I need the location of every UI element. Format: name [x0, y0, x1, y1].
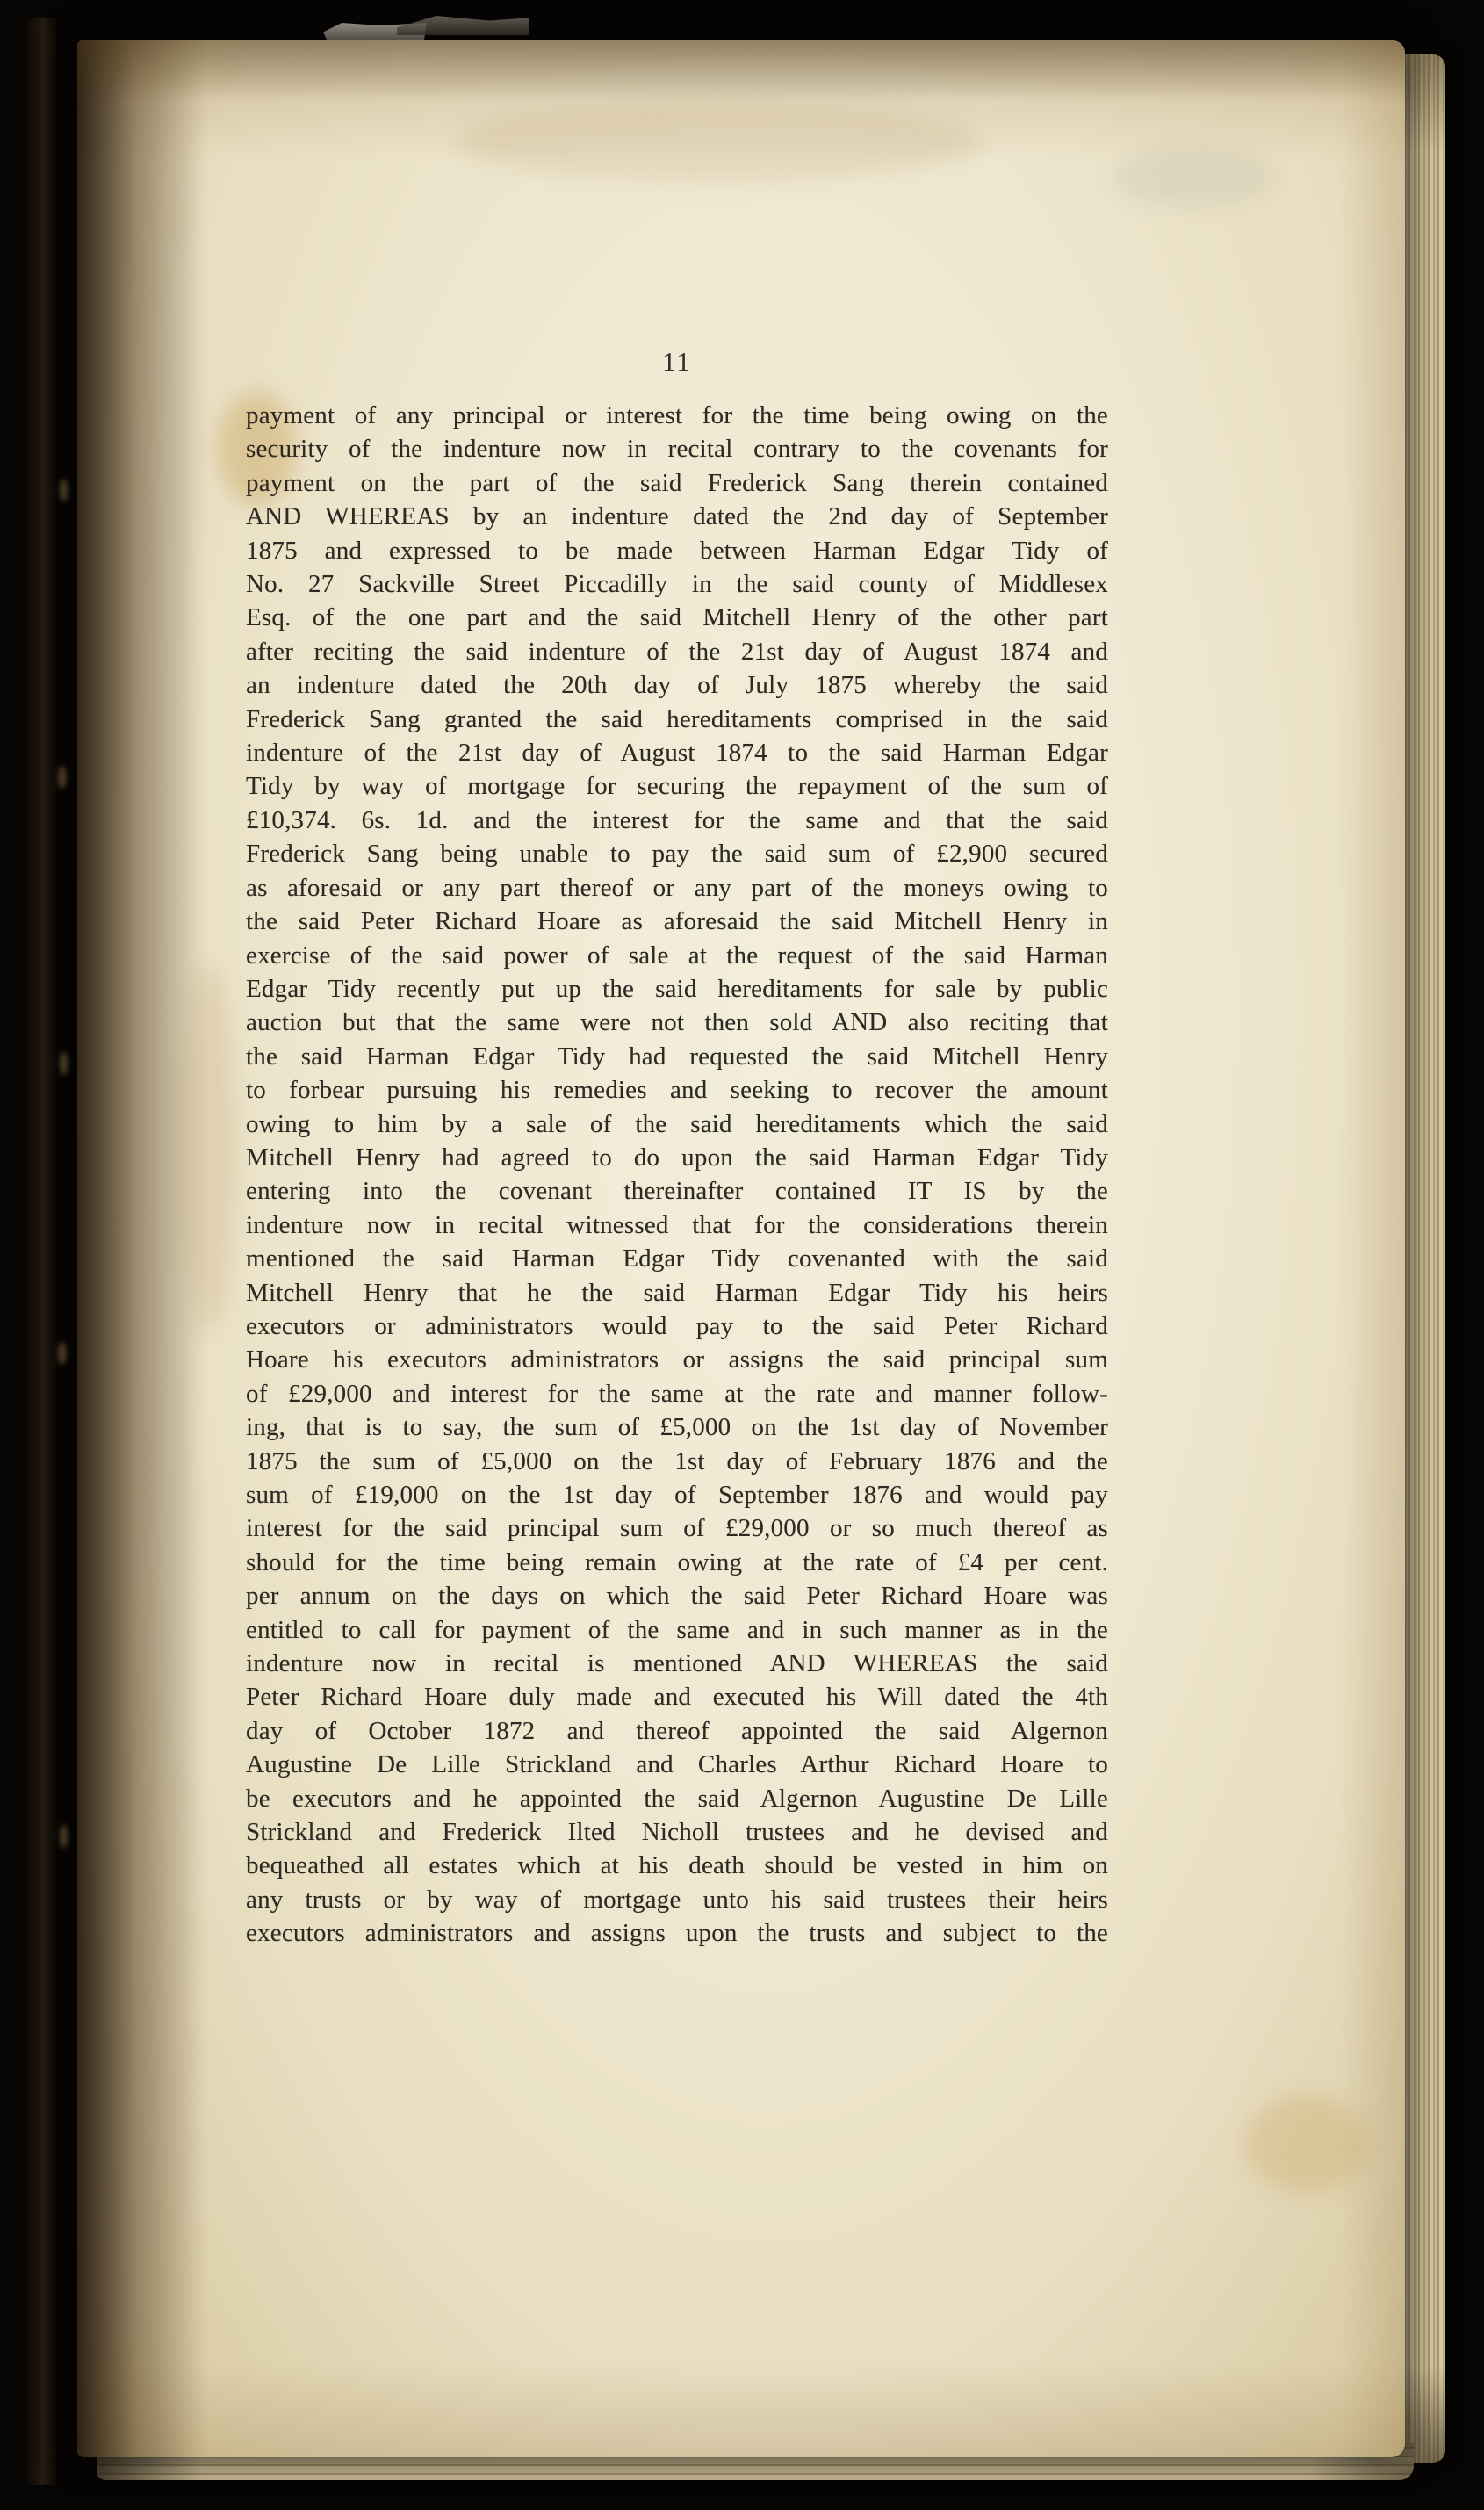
binding-stitch-mark — [58, 1342, 67, 1365]
text-line: indenture of the 21st day of August 1874 to the said Harman Edgar — [246, 739, 1108, 768]
paper-stain — [183, 963, 235, 1331]
text-line: interest for the said principal sum of £29,000 or so much thereof as — [246, 1514, 1108, 1543]
text-line: be executors and he appointed the said Algernon Augustine De Lille — [246, 1784, 1108, 1813]
book-page — [77, 40, 1405, 2457]
top-edge-shadow — [77, 40, 1405, 102]
torn-paper-scrap-small — [397, 16, 529, 35]
gutter-shadow — [77, 40, 209, 2457]
text-line: exercise of the said power of sale at the request of the said Harman — [246, 941, 1108, 970]
text-line: executors administrators and assigns upon the trusts and subject to the — [246, 1919, 1108, 1948]
text-line: executors or administrators would pay to the said Peter Richard — [246, 1311, 1108, 1340]
text-line: to forbear pursuing his remedies and seeking to recover the amount — [246, 1076, 1108, 1105]
text-line: Frederick Sang granted the said hereditaments comprised in the said — [246, 704, 1108, 733]
text-line: Esq. of the one part and the said Mitchell Henry of the other part — [246, 603, 1108, 632]
binding-stitch-mark — [60, 1825, 68, 1848]
book-cover-edge — [26, 18, 56, 2485]
page-number: 11 — [662, 346, 692, 377]
paper-stain — [1113, 146, 1271, 207]
text-line: payment on the part of the said Frederick Sang therein contained — [246, 468, 1108, 497]
text-line: after reciting the said indenture of the 21st day of August 1874 and — [246, 637, 1108, 666]
text-line: 1875 the sum of £5,000 on the 1st day of February 1876 and the — [246, 1446, 1108, 1475]
binding-stitch-mark — [58, 766, 67, 789]
binding-stitch-mark — [60, 479, 68, 501]
text-line: 1875 and expressed to be made between Harman Edgar Tidy of — [246, 536, 1108, 565]
text-line: as aforesaid or any part thereof or any part of the moneys owing to — [246, 873, 1108, 902]
text-line: indenture now in recital is mentioned AND WHEREAS the said — [246, 1649, 1108, 1678]
text-line: sum of £19,000 on the 1st day of September 1876 and would pay — [246, 1481, 1108, 1509]
text-line: Peter Richard Hoare duly made and executed his Will dated the 4th — [246, 1683, 1108, 1712]
text-line: AND WHEREAS by an indenture dated the 2nd day of September — [246, 502, 1108, 531]
text-line: any trusts or by way of mortgage unto his said trustees their heirs — [246, 1885, 1108, 1914]
paper-stain — [455, 102, 982, 181]
text-line: Hoare his executors administrators or assigns the said principal sum — [246, 1345, 1108, 1374]
text-line: entitled to call for payment of the same and in such manner as in the — [246, 1615, 1108, 1644]
text-line: No. 27 Sackville Street Piccadilly in the said county of Middlesex — [246, 570, 1108, 599]
text-line: the said Peter Richard Hoare as aforesaid the said Mitchell Henry in — [246, 907, 1108, 936]
text-line: Tidy by way of mortgage for securing the repayment of the sum of — [246, 772, 1108, 801]
text-line: per annum on the days on which the said Peter Richard Hoare was — [246, 1582, 1108, 1611]
text-line: £10,374. 6s. 1d. and the interest for the same and that the said — [246, 805, 1108, 834]
text-line: indenture now in recital witnessed that for the considerations therein — [246, 1210, 1108, 1239]
text-line: the said Harman Edgar Tidy had requested the said Mitchell Henry — [246, 1042, 1108, 1071]
text-line: owing to him by a sale of the said hereditaments which the said — [246, 1109, 1108, 1138]
text-line: mentioned the said Harman Edgar Tidy covenanted with the said — [246, 1244, 1108, 1273]
text-line: Edgar Tidy recently put up the said hereditaments for sale by public — [246, 974, 1108, 1003]
text-line: ing, that is to say, the sum of £5,000 on the 1st day of November — [246, 1413, 1108, 1442]
text-line: Strickland and Frederick Ilted Nicholl trustees and he devised and — [246, 1818, 1108, 1847]
body-text — [246, 399, 1108, 1951]
text-line: of £29,000 and interest for the same at the rate and manner follow- — [246, 1379, 1108, 1408]
text-line: entering into the covenant thereinafter contained IT IS by the — [246, 1177, 1108, 1206]
paper-stain — [1245, 2095, 1368, 2192]
text-line: should for the time being remain owing at the rate of £4 per cent. — [246, 1547, 1108, 1576]
binding-stitch-mark — [60, 1052, 68, 1075]
page-content — [246, 346, 1108, 1951]
text-line: an indenture dated the 20th day of July 1875 whereby the said — [246, 671, 1108, 700]
text-line: security of the indenture now in recital contrary to the covenants for — [246, 435, 1108, 464]
text-line: Augustine De Lille Strickland and Charles Arthur Richard Hoare to — [246, 1750, 1108, 1779]
text-line: Mitchell Henry had agreed to do upon the said Harman Edgar Tidy — [246, 1143, 1108, 1172]
text-line: Frederick Sang being unable to pay the said sum of £2,900 secured — [246, 840, 1108, 869]
text-line: payment of any principal or interest for the time being owing on the — [246, 401, 1108, 429]
text-line: auction but that the same were not then sold AND also reciting that — [246, 1008, 1108, 1037]
text-line: bequeathed all estates which at his death should be vested in him on — [246, 1851, 1108, 1880]
text-line: day of October 1872 and thereof appointed the said Algernon — [246, 1716, 1108, 1745]
text-line: Mitchell Henry that he the said Harman Edgar Tidy his heirs — [246, 1278, 1108, 1307]
